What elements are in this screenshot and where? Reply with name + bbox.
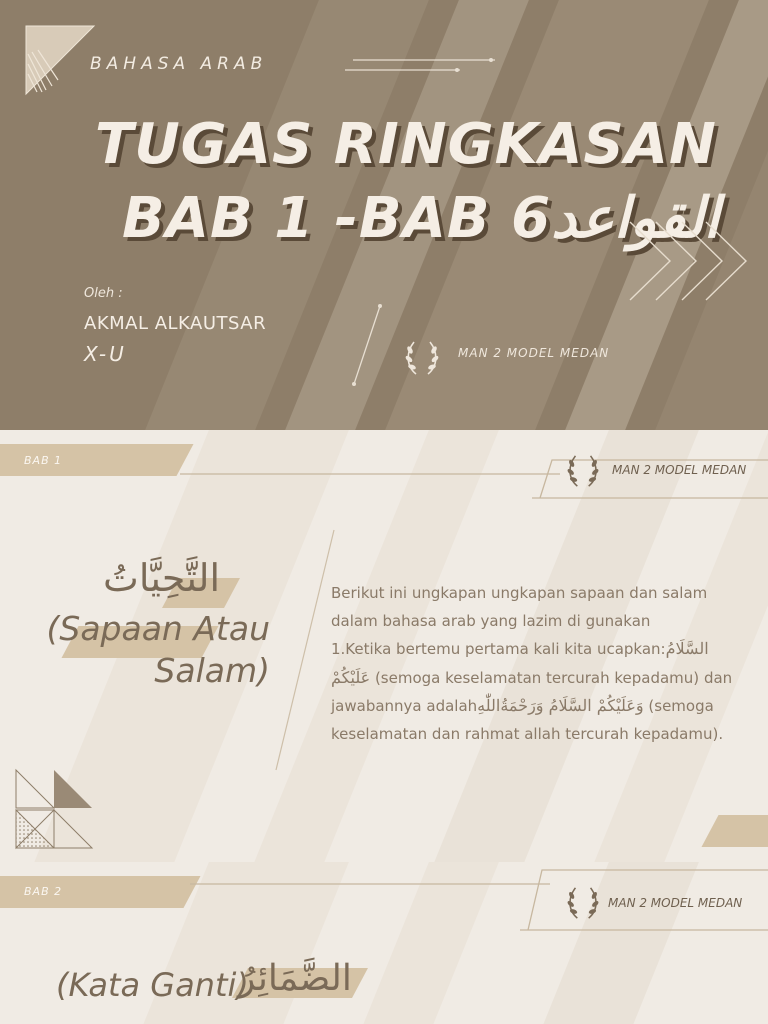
title-line-2: BAB 1 -BAB 6القواعد [122,186,720,251]
triangle-hatch-icon [24,24,96,96]
body-intro: Berikut ini ungkapan ungkapan sapaan dan salam dalam bahasa arab yang lazim di gunakan [331,584,708,630]
subject-label: BAHASA ARAB [90,54,268,74]
author-name: AKMAL ALKAUTSAR [84,313,267,334]
heading-arabic: التَّحِيَّاتُ [103,556,220,600]
heading-latin-line-1: (Sapaan Atau [46,609,270,648]
accent-bar [701,815,768,847]
school-name: MAN 2 MODEL MEDAN [458,346,610,360]
heading-latin: (Kata Ganti) [56,966,249,1004]
heading-latin-line-2: Salam) [154,651,270,690]
greeting-arabic: السَّلَامُ عَلَيْكُمْ [331,639,709,687]
chapter-tag: BAB 1 [24,454,63,467]
decor-lines [345,54,505,78]
slanted-divider [270,526,340,776]
chapter-tag: BAB 2 [24,885,63,898]
laurel-wreath-icon [566,884,600,922]
body-paragraph [331,580,751,748]
triangles-pattern-icon [14,768,96,850]
heading-latin [20,608,270,692]
reply-arabic: وَعَلَيْكُمْ السَّلَامُ وَرَحْمَةُاللّٰهِ [477,696,644,715]
bab1-slide [0,430,768,862]
chevrons-right-icon [626,218,750,304]
point-1-prefix: 1.Ketika bertemu pertama kali kita ucapkan: [331,640,666,658]
laurel-wreath-icon [566,452,600,490]
bab2-slide [0,862,768,1024]
by-label: Oleh : [84,286,123,301]
class-label: X-U [84,342,127,366]
school-name: MAN 2 MODEL MEDAN [612,463,747,477]
laurel-wreath-icon [404,338,440,378]
reply-prefix: dan jawabannya adalah [331,668,733,715]
heading-arabic: الضَّمَائِرُ [238,958,352,999]
cover-slide [0,0,768,430]
school-name: MAN 2 MODEL MEDAN [608,896,743,910]
greeting-meaning: (semoga keselamatan tercurah kepadamu) [374,668,700,687]
slanted-divider [344,300,388,392]
reply-meaning: (semoga keselamatan dan rahmat allah tercurah kepadamu). [331,697,724,743]
title-line-1: TUGAS RINGKASAN [95,112,717,177]
